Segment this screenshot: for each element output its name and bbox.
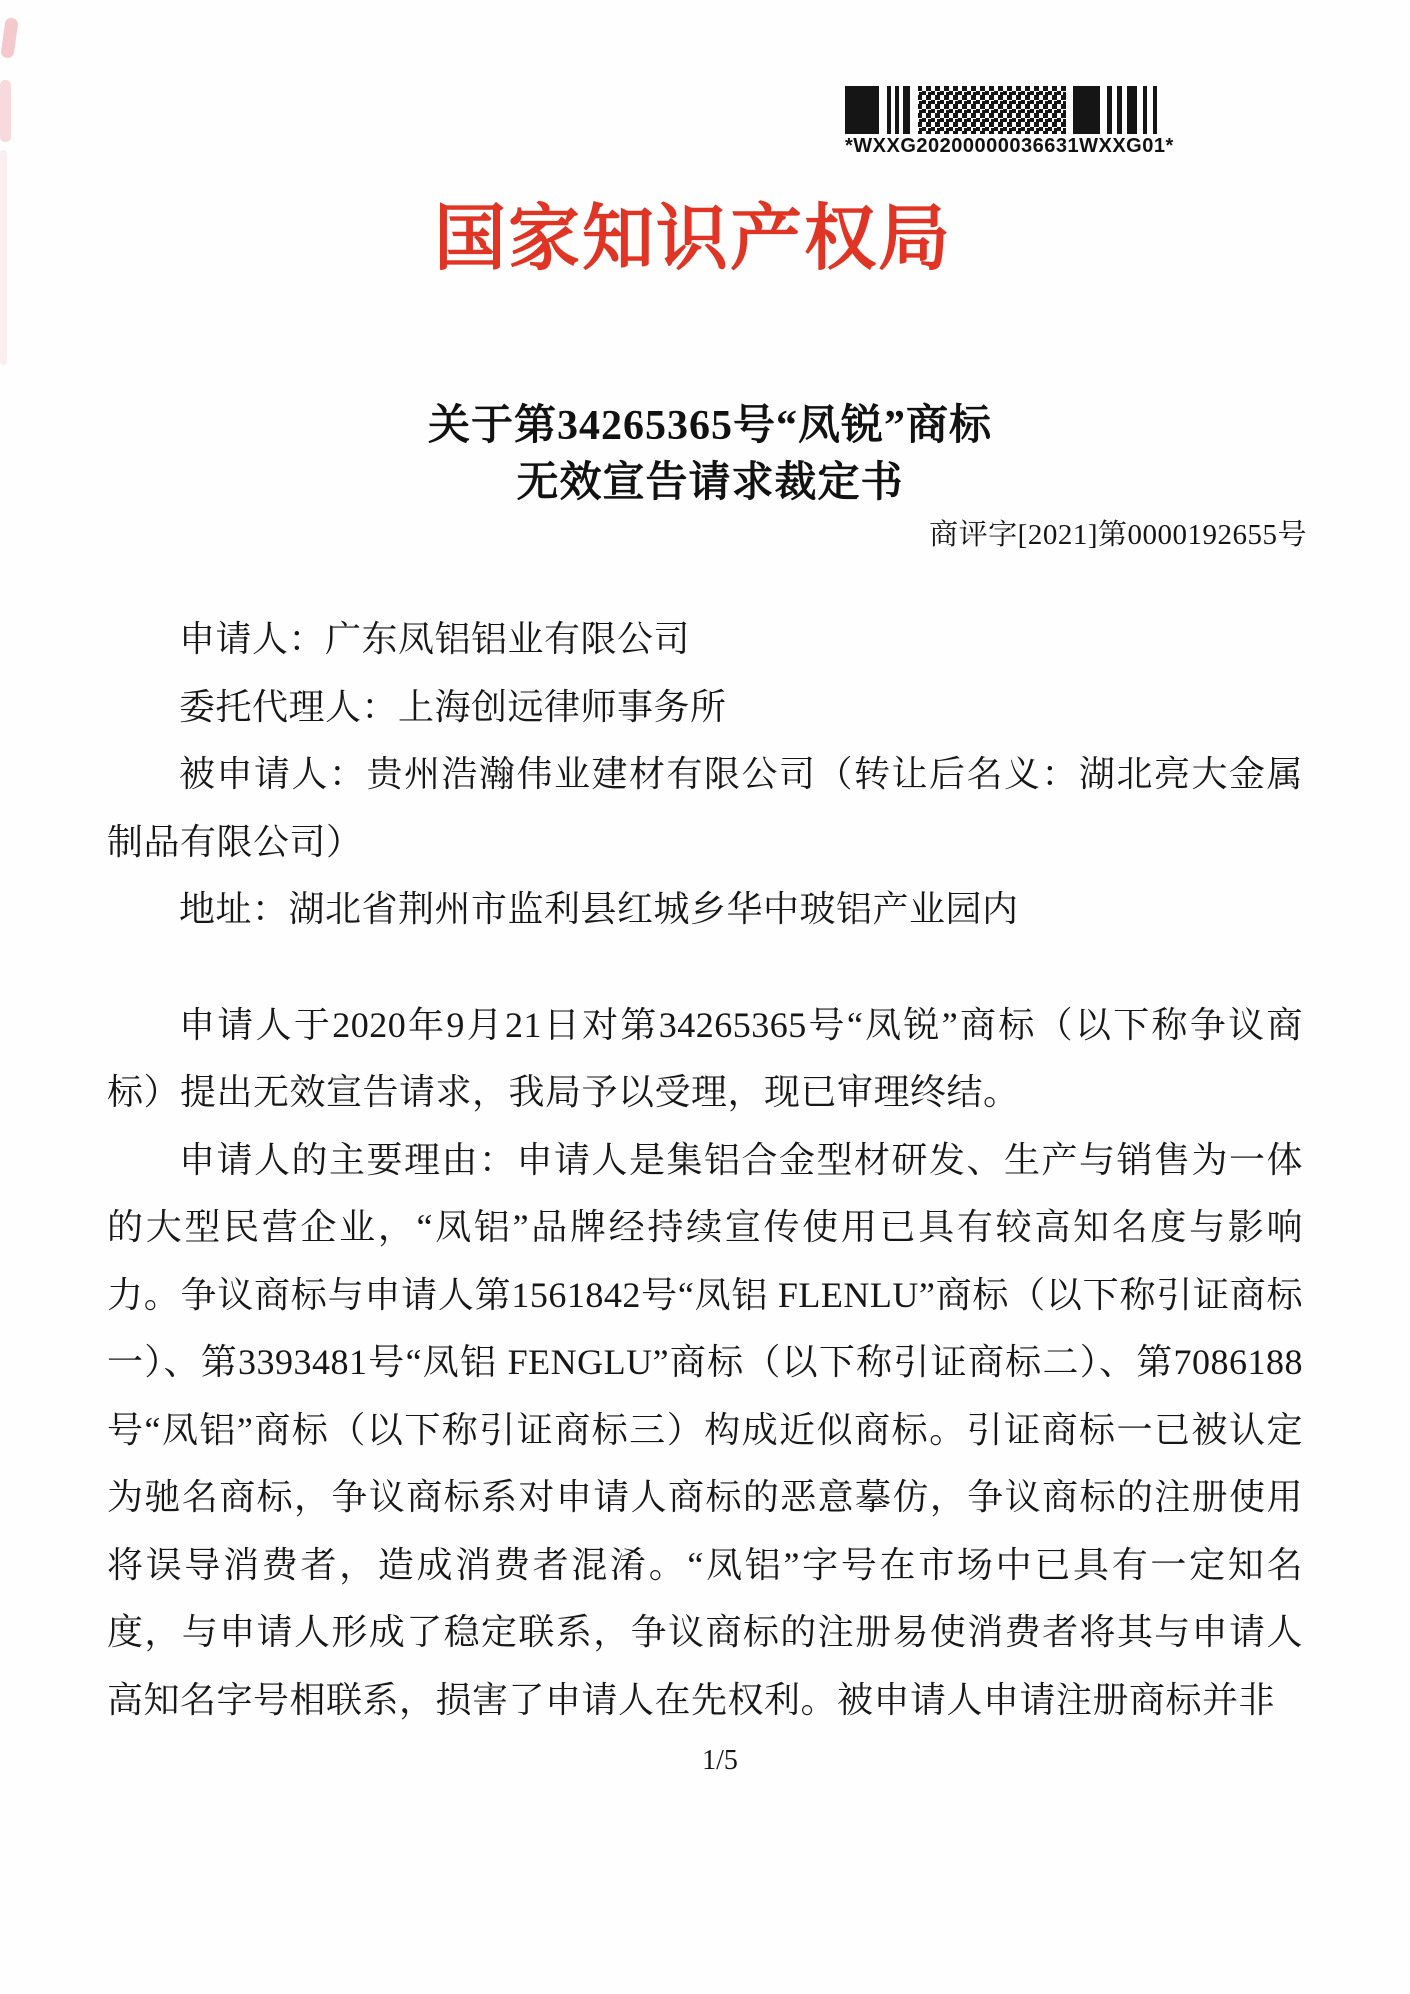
- doc-title: [10, 398, 1410, 512]
- body-paragraph: 申请人于2020年9月21日对第34265365号“凤锐”商标（以下称争议商标）提出无效宣告请求，我局予以受理，现已审理终结。: [107, 1004, 1303, 1112]
- document-body: [107, 606, 1303, 1734]
- respondent-line: 被申请人：贵州浩瀚伟业建材有限公司（转让后名义：湖北亮大金属制品有限公司）: [107, 754, 1303, 862]
- doc-title-line2: 无效宣告请求裁定书: [516, 460, 904, 506]
- agent-line: 委托代理人：上海创远律师事务所: [179, 686, 727, 727]
- barcode: [845, 86, 1174, 158]
- address-line: 地址：湖北省荆州市监利县红城乡华中玻铝产业园内: [179, 889, 1019, 929]
- doc-title-line1: 关于第34265365号“凤锐”商标: [427, 403, 992, 449]
- agency-title: 国家知识产权局: [433, 199, 952, 279]
- body-paragraph: 申请人的主要理由：申请人是集铝合金型材研发、生产与销售为一体的大型民营企业，“凤铝”品牌经持续宣传使用已具有较高知名度与影响力。争议商标与申请人第1561842号“凤铝 FLENLU”商标（以下称引证商标一）、第3393481号“凤铝 FENGLU”商标（以下称引证商标二）、第7086188号“凤铝”商标（以下称引证商标三）构成近似商标。引证商标一已被认定为驰名商标，争议商标系对申请人商标的恶意摹仿，争议商标的注册使用将误导消费者，造成消费者混淆。“凤铝”字号在市场中已具有一定知名度，与申请人形成了稳定联系，争议商标的注册易使消费者将其与申请人高知名字号相联系，损害了申请人在先权利。被申请人申请注册商标并非: [107, 1139, 1303, 1720]
- barcode-bars: [845, 86, 1163, 134]
- barcode-text: *WXXG20200000036631WXXG01*: [845, 135, 1174, 157]
- page-number: 1/5: [702, 1745, 738, 1776]
- applicant-line: 申请人：广东凤铝铝业有限公司: [179, 619, 691, 659]
- reference-number: 商评字[2021]第0000192655号: [929, 519, 1307, 551]
- scan-artifact: [0, 17, 18, 58]
- scan-artifact: [0, 80, 11, 142]
